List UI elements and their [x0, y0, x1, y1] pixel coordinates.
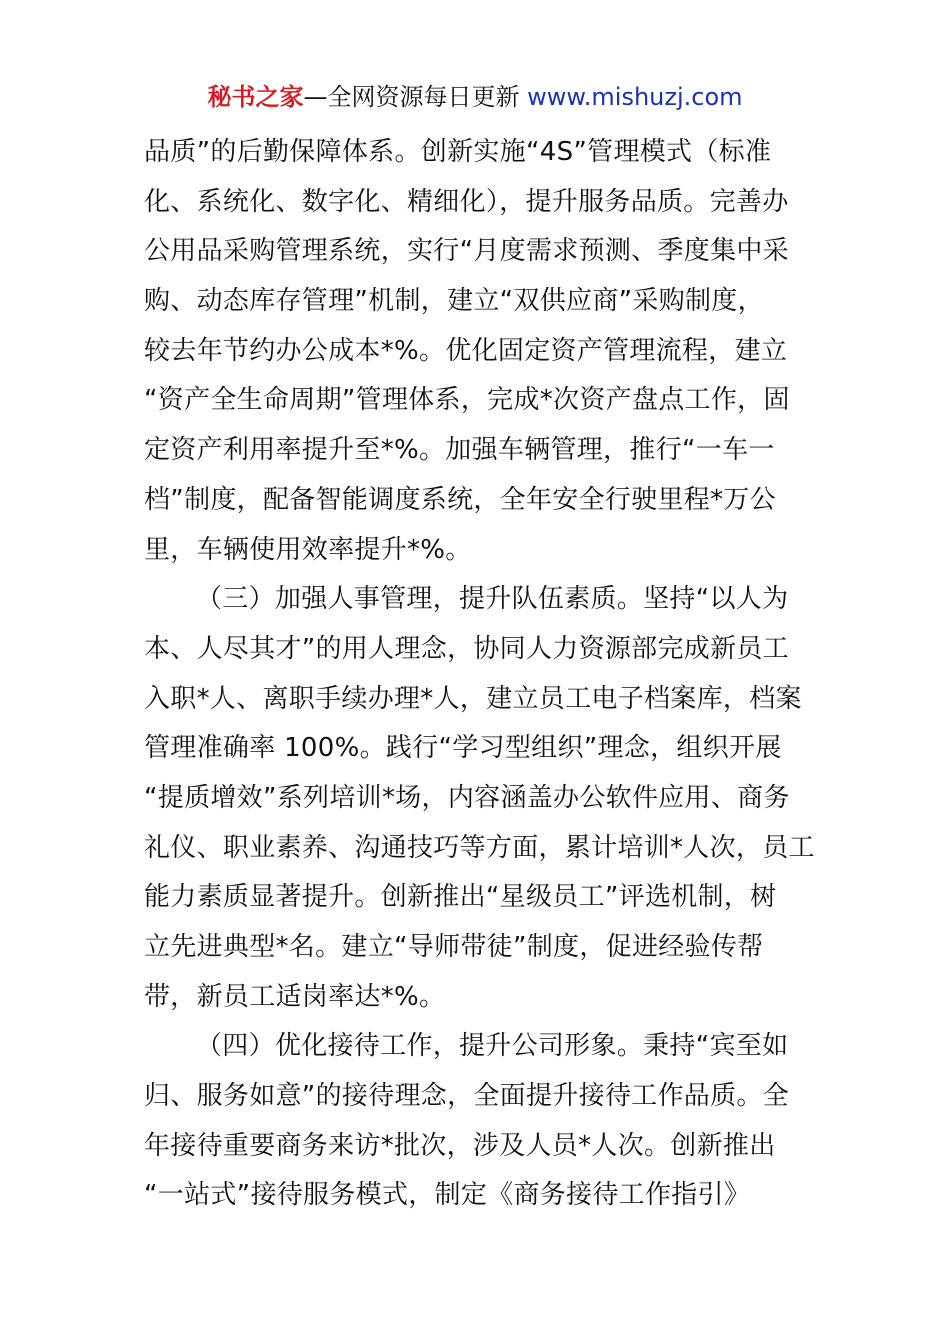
- text-line: 带，新员工适岗率达*%。: [144, 981, 446, 1012]
- text-line: 公用品采购管理系统，实行“月度需求预测、季度集中采: [144, 236, 789, 267]
- text-line: 立先进典型*名。建立“导师带徒”制度，促进经验传帮: [144, 932, 764, 962]
- text-line: 较去年节约办公成本*%。优化固定资产管理流程，建立: [144, 335, 788, 366]
- text-line: 入职*人、离职手续办理*人，建立员工电子档案库，档案: [144, 683, 802, 714]
- text-line: 管理准确率 100%。践行“学习型组织”理念，组织开展: [144, 733, 782, 764]
- site-brand: 秘书之家: [207, 83, 304, 111]
- page-header: [0, 80, 950, 114]
- text-line: 档”制度，配备智能调度系统，全年安全行驶里程*万公: [144, 484, 776, 515]
- text-line: 归、服务如意”的接待理念，全面提升接待工作品质。全: [144, 1081, 789, 1112]
- site-tagline: —全网资源每日更新: [303, 83, 520, 111]
- site-url[interactable]: www.mishuzj.com: [527, 83, 743, 111]
- text-line: 定资产利用率提升至*%。加强车辆管理，推行“一车一: [144, 435, 775, 466]
- text-line: 里，车辆使用效率提升*%。: [144, 534, 472, 565]
- text-line: 本、人尽其才”的用人理念，协同人力资源部完成新员工: [144, 633, 789, 664]
- text-line: （三）加强人事管理，提升队伍素质。坚持“以人为: [196, 584, 789, 615]
- text-line: “提质增效”系列培训*场，内容涵盖办公软件应用、商务: [144, 782, 790, 813]
- text-line: 礼仪、职业素养、沟通技巧等方面，累计培训*人次，员工: [144, 832, 815, 863]
- text-line: “一站式”接待服务模式，制定《商务接待工作指引》: [144, 1180, 751, 1211]
- text-line: 品质”的后勤保障体系。创新实施“4S”管理模式（标准: [144, 137, 772, 167]
- text-line: （四）优化接待工作，提升公司形象。秉持“宾至如: [196, 1031, 789, 1062]
- text-line: 购、动态库存管理”机制，建立“双供应商”采购制度，: [144, 286, 764, 317]
- text-line: 化、系统化、数字化、精细化），提升服务品质。完善办: [144, 186, 789, 217]
- text-line: 能力素质显著提升。创新推出“星级员工”评选机制，树: [144, 882, 777, 913]
- text-line: 年接待重要商务来访*批次，涉及人员*人次。创新推出: [144, 1130, 776, 1161]
- text-line: “资产全生命周期”管理体系，完成*次资产盘点工作，固: [144, 385, 790, 416]
- document-body: [144, 128, 815, 1221]
